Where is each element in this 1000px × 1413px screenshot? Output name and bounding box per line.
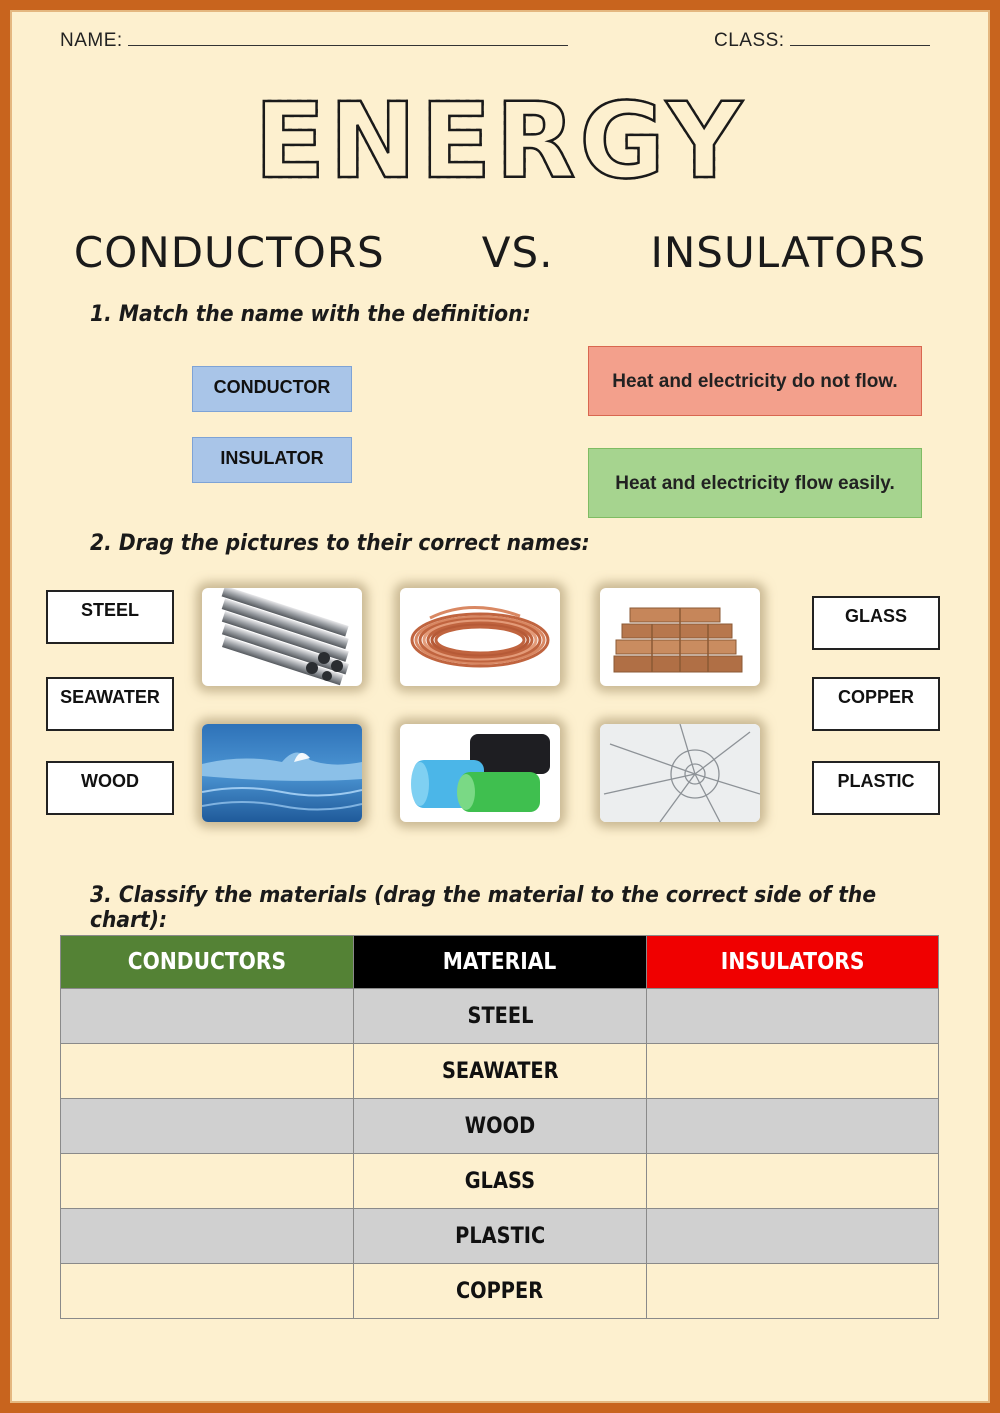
label-steel[interactable]: STEEL xyxy=(46,590,174,644)
insulator-dropzone[interactable] xyxy=(647,1154,939,1209)
copper-wire-image xyxy=(400,588,560,686)
insulator-dropzone[interactable] xyxy=(647,1099,939,1154)
steel-pipes-picture[interactable] xyxy=(202,588,362,686)
material-cell[interactable]: GLASS xyxy=(354,1154,647,1209)
table-row xyxy=(61,1044,939,1099)
label-wood[interactable]: WOOD xyxy=(46,761,174,815)
insulators-column-header: INSULATORS xyxy=(647,936,939,989)
copper-wire-picture[interactable] xyxy=(400,588,560,686)
name-line[interactable] xyxy=(128,44,568,46)
label-plastic[interactable]: PLASTIC xyxy=(812,761,940,815)
page-subtitle: CONDUCTORS VS. INSULATORS xyxy=(73,228,927,277)
table-row xyxy=(61,1154,939,1209)
plastic-bags-picture[interactable] xyxy=(400,724,560,822)
wood-planks-image xyxy=(600,588,760,686)
conductor-dropzone[interactable] xyxy=(61,989,354,1044)
material-cell[interactable]: SEAWATER xyxy=(354,1044,647,1099)
section3-heading: 3. Classify the materials (drag the material to the correct side of the chart): xyxy=(90,883,877,933)
conductor-dropzone[interactable] xyxy=(61,1264,354,1319)
class-field[interactable] xyxy=(714,30,930,52)
material-cell[interactable]: PLASTIC xyxy=(354,1209,647,1264)
table-row xyxy=(61,1209,939,1264)
broken-glass-image xyxy=(600,724,760,822)
steel-pipes-image xyxy=(202,588,362,686)
table-row xyxy=(61,1264,939,1319)
conductor-dropzone[interactable] xyxy=(61,1154,354,1209)
definition-conductor-dropzone[interactable]: Heat and electricity flow easily. xyxy=(588,448,922,518)
sea-wave-picture[interactable] xyxy=(202,724,362,822)
class-label: CLASS: xyxy=(714,30,785,51)
section2-heading: 2. Drag the pictures to their correct names: xyxy=(90,531,590,556)
conductors-column-header: CONDUCTORS xyxy=(61,936,354,989)
conductor-dropzone[interactable] xyxy=(61,1044,354,1099)
material-column-header: MATERIAL xyxy=(354,936,647,989)
page-title: ENERGY xyxy=(10,80,990,202)
insulator-dropzone[interactable] xyxy=(647,1209,939,1264)
conductor-tile[interactable]: CONDUCTOR xyxy=(192,366,352,412)
insulator-dropzone[interactable] xyxy=(647,1044,939,1099)
insulator-tile[interactable]: INSULATOR xyxy=(192,437,352,483)
material-cell[interactable]: COPPER xyxy=(354,1264,647,1319)
material-cell[interactable]: WOOD xyxy=(354,1099,647,1154)
name-field[interactable] xyxy=(60,30,568,52)
plastic-bags-image xyxy=(400,724,560,822)
section1-heading: 1. Match the name with the definition: xyxy=(90,302,531,327)
worksheet-page xyxy=(10,10,990,1403)
definition-insulator-dropzone[interactable]: Heat and electricity do not flow. xyxy=(588,346,922,416)
class-line[interactable] xyxy=(790,44,930,46)
broken-glass-picture[interactable] xyxy=(600,724,760,822)
table-row xyxy=(61,1099,939,1154)
wood-planks-picture[interactable] xyxy=(600,588,760,686)
label-copper[interactable]: COPPER xyxy=(812,677,940,731)
conductor-dropzone[interactable] xyxy=(61,1209,354,1264)
classification-chart xyxy=(60,935,939,1319)
label-glass[interactable]: GLASS xyxy=(812,596,940,650)
insulator-dropzone[interactable] xyxy=(647,989,939,1044)
table-row xyxy=(61,989,939,1044)
sea-wave-image xyxy=(202,724,362,822)
material-cell[interactable]: STEEL xyxy=(354,989,647,1044)
label-seawater[interactable]: SEAWATER xyxy=(46,677,174,731)
conductor-dropzone[interactable] xyxy=(61,1099,354,1154)
insulator-dropzone[interactable] xyxy=(647,1264,939,1319)
name-label: NAME: xyxy=(60,30,123,51)
